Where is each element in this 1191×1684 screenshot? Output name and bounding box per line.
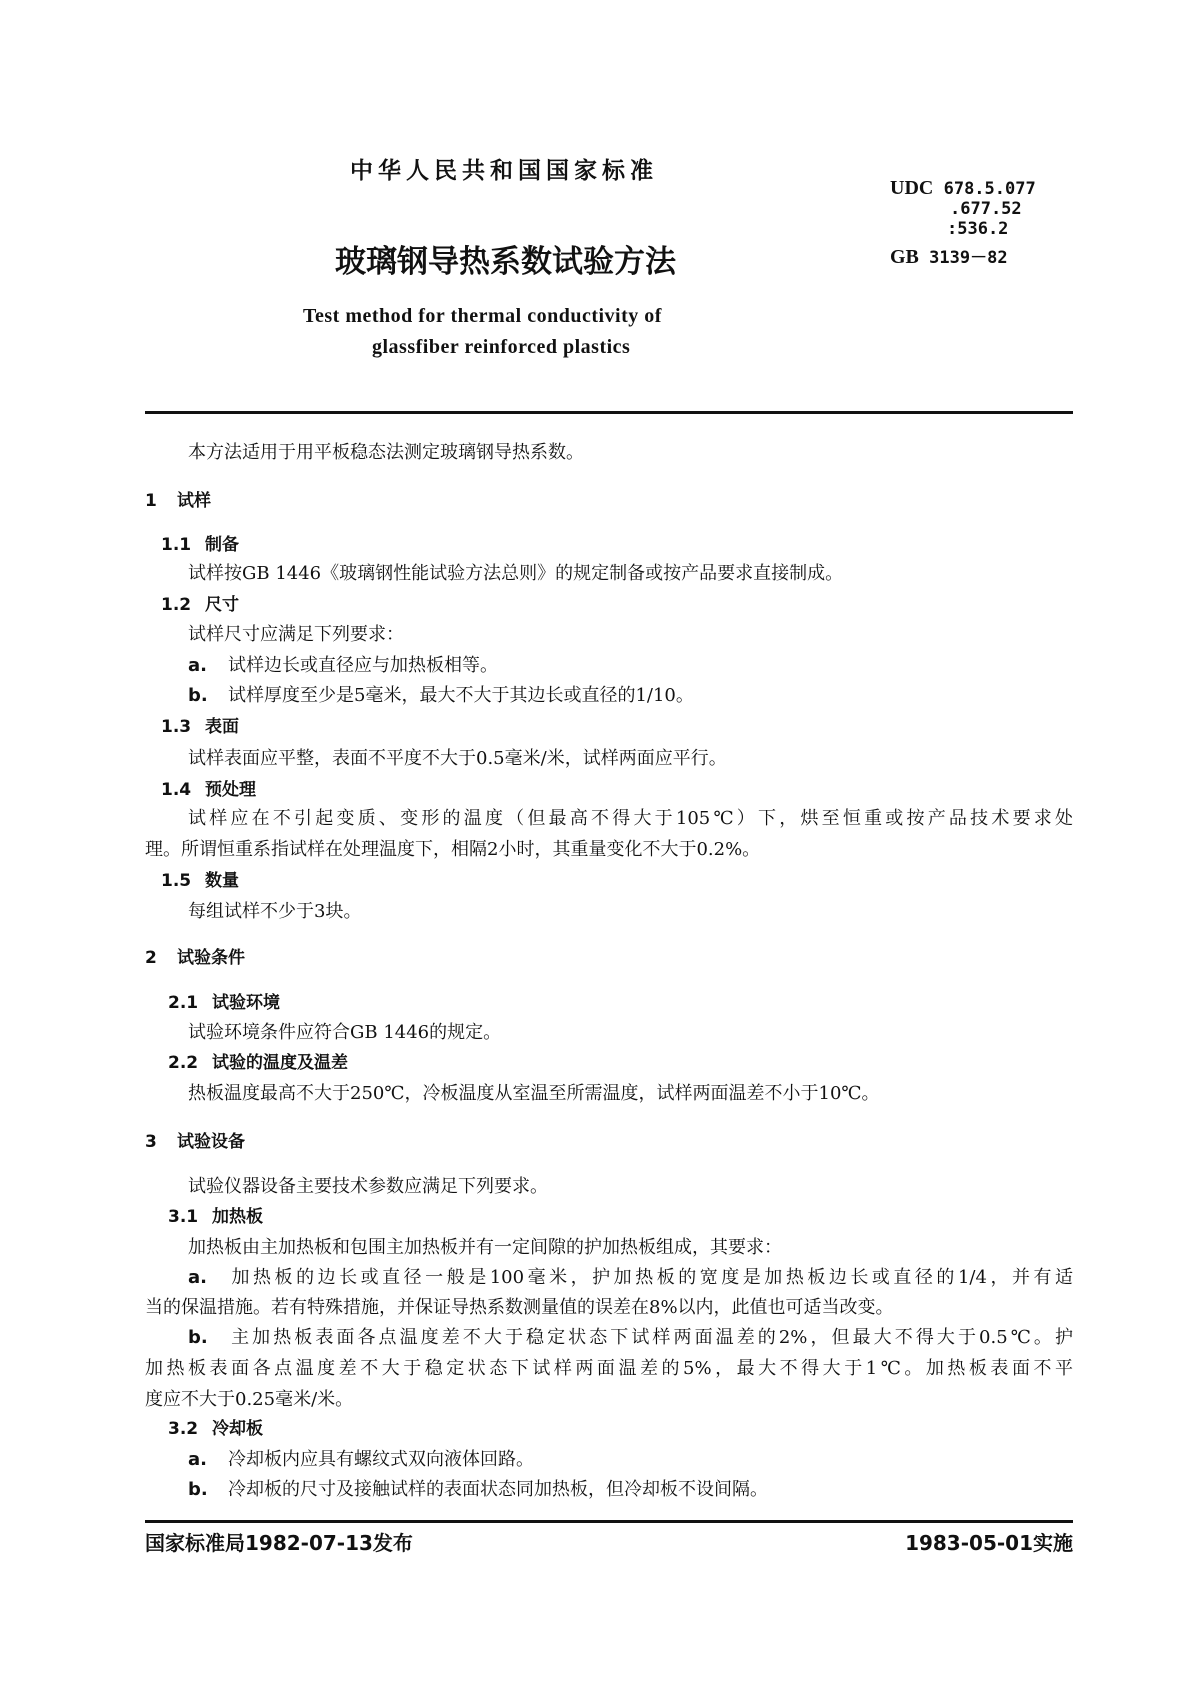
paragraph: 热板温度最高不大于250℃，冷板温度从室温至所需温度，试样两面温差不小于10℃。: [188, 1083, 880, 1104]
section-title: 加热板: [212, 1207, 263, 1227]
section-number: 1.2: [161, 595, 192, 615]
section-title: 试样: [177, 491, 211, 511]
udc-line: :536.2: [947, 219, 1009, 239]
english-title-line2: glassfiber reinforced plastics: [372, 336, 631, 358]
section-2-1-heading: [168, 992, 280, 1014]
list-item: [188, 655, 498, 677]
section-1-3-heading: [161, 716, 239, 738]
section-number: 2.1: [168, 993, 199, 1013]
list-text: 冷却板的尺寸及接触试样的表面状态同加热板，但冷却板不设间隔。: [228, 1479, 768, 1500]
section-number: 1: [145, 491, 157, 511]
paragraph: 加热板由主加热板和包围主加热板并有一定间隙的护加热板组成，其要求：: [188, 1237, 782, 1258]
list-text: 主加热板表面各点温度差不大于稳定状态下试样两面温差的2%，但最大不得大于0.5℃。护: [228, 1327, 1073, 1348]
section-title: 试验条件: [177, 948, 245, 968]
list-item: [188, 685, 694, 707]
section-title: 表面: [205, 717, 239, 737]
paragraph: 试验环境条件应符合GB 1446的规定。: [188, 1022, 502, 1043]
effective-date: 1983-05-01实施: [905, 1531, 1073, 1555]
list-text: 冷却板内应具有螺纹式双向液体回路。: [228, 1449, 534, 1470]
list-label: b.: [188, 1327, 208, 1348]
section-1-heading: [145, 490, 211, 512]
paragraph: 试样表面应平整，表面不平度不大于0.5毫米/米，试样两面应平行。: [188, 748, 727, 769]
list-label: a.: [188, 1449, 207, 1470]
list-text: 试样边长或直径应与加热板相等。: [228, 655, 498, 676]
section-number: 1.5: [161, 871, 192, 891]
udc-label: UDC: [890, 177, 934, 199]
list-item: [188, 1479, 768, 1501]
paragraph-line: 加热板表面各点温度差不大于稳定状态下试样两面温差的5%，最大不得大于1℃。加热板表面不平: [145, 1358, 1073, 1379]
list-item: [145, 1327, 1073, 1349]
section-2-2-heading: [168, 1052, 348, 1074]
gb-label: GB: [890, 246, 919, 268]
section-number: 1.3: [161, 717, 192, 737]
section-2-heading: [145, 947, 245, 969]
section-1-2-heading: [161, 594, 239, 616]
section-title: 冷却板: [212, 1419, 263, 1439]
list-item: [188, 1449, 534, 1471]
paragraph-line: 当的保温措施。若有特殊措施，并保证导热系数测量值的误差在8%以内，此值也可适当改变。: [145, 1297, 894, 1318]
section-number: 2: [145, 948, 157, 968]
udc-code: [890, 178, 1036, 199]
list-label: a.: [188, 1267, 207, 1288]
list-item: [145, 1267, 1073, 1289]
gb-number: [890, 247, 1008, 268]
paragraph: 试样按GB 1446《玻璃钢性能试验方法总则》的规定制备或按产品要求直接制成。: [188, 563, 844, 584]
national-standard-heading: 中华人民共和国国家标准: [350, 158, 658, 184]
section-title: 尺寸: [205, 595, 239, 615]
paragraph: 每组试样不少于3块。: [188, 901, 362, 922]
paragraph: 试样尺寸应满足下列要求：: [188, 624, 404, 645]
gb-value: 3139－82: [929, 248, 1008, 268]
list-label: b.: [188, 685, 208, 706]
english-title-line1: Test method for thermal conductivity of: [303, 305, 662, 327]
section-title: 预处理: [205, 780, 256, 800]
section-3-2-heading: [168, 1418, 263, 1440]
footer-rule: [145, 1520, 1073, 1523]
list-text: 加热板的边长或直径一般是100毫米，护加热板的宽度是加热板边长或直径的1/4，并有适: [228, 1267, 1073, 1288]
section-number: 3.2: [168, 1419, 199, 1439]
document-title: 玻璃钢导热系数试验方法: [335, 244, 676, 280]
list-label: b.: [188, 1479, 208, 1500]
section-number: 3: [145, 1132, 157, 1152]
udc-line: 678.5.077: [943, 179, 1036, 199]
section-number: 2.2: [168, 1053, 199, 1073]
section-title: 试验的温度及温差: [212, 1053, 348, 1073]
section-3-heading: [145, 1131, 245, 1153]
section-title: 数量: [205, 871, 239, 891]
paragraph: 试验仪器设备主要技术参数应满足下列要求。: [188, 1176, 548, 1197]
udc-line: .677.52: [950, 199, 1022, 219]
header-rule: [145, 411, 1073, 414]
section-number: 3.1: [168, 1207, 199, 1227]
paragraph-line: 试样应在不引起变质、变形的温度（但最高不得大于105℃）下，烘至恒重或按产品技术要求处: [188, 808, 1073, 829]
list-label: a.: [188, 655, 207, 676]
paragraph-line: 理。所谓恒重系指试样在处理温度下，相隔2小时，其重量变化不大于0.2%。: [145, 839, 761, 860]
section-1-5-heading: [161, 870, 239, 892]
section-title: 试验环境: [212, 993, 280, 1013]
section-title: 试验设备: [177, 1132, 245, 1152]
section-number: 1.1: [161, 535, 192, 555]
section-3-1-heading: [168, 1206, 263, 1228]
section-1-1-heading: [161, 534, 239, 556]
section-number: 1.4: [161, 780, 192, 800]
list-text: 试样厚度至少是5毫米，最大不大于其边长或直径的1/10。: [228, 685, 694, 706]
section-1-4-heading: [161, 779, 256, 801]
paragraph-line: 度应不大于0.25毫米/米。: [145, 1389, 354, 1410]
issue-date: 国家标准局1982-07-13发布: [145, 1531, 413, 1555]
intro-text: 本方法适用于用平板稳态法测定玻璃钢导热系数。: [188, 442, 584, 463]
section-title: 制备: [205, 535, 239, 555]
